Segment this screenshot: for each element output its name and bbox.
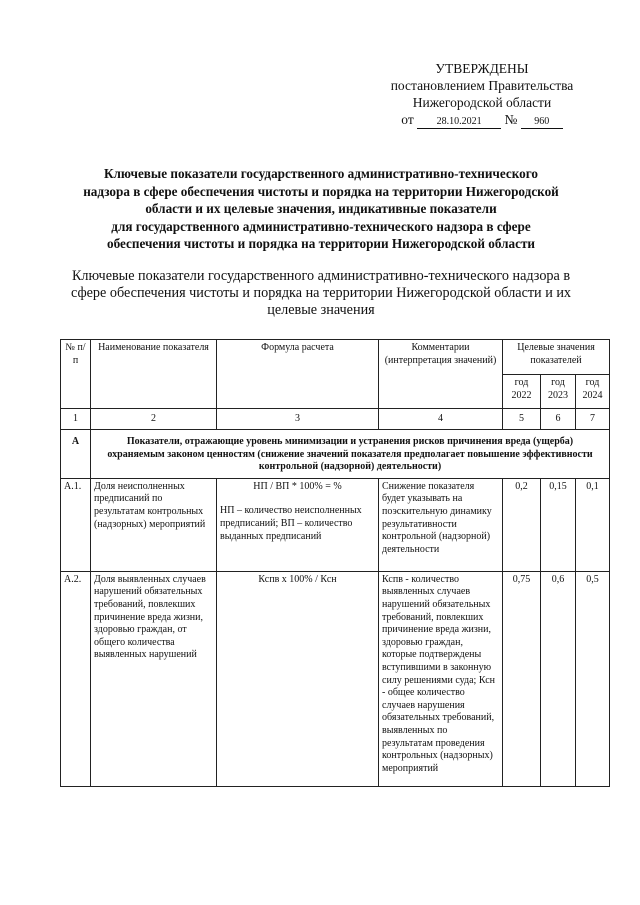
row-formula: Кспв х 100% / Ксн	[217, 571, 379, 786]
title-line-1: Ключевые показатели государственного административно-технического	[103, 166, 539, 181]
index-cell: 2	[91, 409, 217, 430]
document-title	[60, 165, 582, 253]
title-line-3: области и их целевые значения, индикативные показатели	[145, 201, 497, 216]
title-line-5: обеспечения чистоты и порядка на территории Нижегородской области	[106, 236, 536, 251]
row-comment: Снижение показателя будет указывать на поэскительную динамику результативности контрольной (надзорной) деятельности	[379, 478, 503, 571]
header-num: № п/п	[61, 340, 91, 409]
index-cell: 3	[217, 409, 379, 430]
row-comment: Кспв - количество выявленных случаев нарушений обязательных требований, повлекших причинение вреда жизни, здоровью граждан, которые подтверждены вступившими в законную силу решениями суда; Ксн - общее количество случаев нарушения обязательных требований, выявленных по результатам проведения контрольных (надзорных) мероприятий	[379, 571, 503, 786]
header-year-2022: год 2022	[503, 375, 541, 409]
value-2023: 0,6	[541, 571, 576, 786]
row-name: Доля выявленных случаев нарушений обязательных требований, повлекших причинение вреда жизни, здоровью граждан, от общего количества выявленных нарушений	[91, 571, 217, 786]
section-row	[61, 430, 610, 479]
number-sign: №	[504, 112, 518, 127]
approval-line-2: постановлением Правительства	[390, 78, 574, 93]
table-caption: Ключевые показатели государственного административно-технического надзора в сфере обеспечения чистоты и порядка на территории Нижегородской области и их целевые значения	[70, 268, 572, 318]
title-line-2: надзора в сфере обеспечения чистоты и порядка на территории Нижегородской	[83, 183, 559, 199]
header-targets: Целевые значения показателей	[503, 340, 610, 375]
table-row	[61, 478, 610, 571]
index-cell: 4	[379, 409, 503, 430]
header-year-2023: год 2023	[541, 375, 576, 409]
approval-date: 28.10.2021	[417, 116, 501, 129]
column-index-row	[61, 409, 610, 430]
value-2022: 0,75	[503, 571, 541, 786]
approval-line-3: Нижегородской области	[412, 95, 552, 110]
header-row	[61, 340, 610, 375]
table-row	[61, 571, 610, 786]
value-2024: 0,5	[576, 571, 610, 786]
approval-block	[372, 60, 592, 129]
value-2023: 0,15	[541, 478, 576, 571]
section-code: А	[61, 430, 91, 479]
title-line-4: для государственного административно-технического надзора в сфере	[111, 218, 531, 234]
header-name: Наименование показателя	[91, 340, 217, 409]
row-name: Доля неисполненных предписаний по результатам контрольных (надзорных) мероприятий	[91, 478, 217, 571]
approval-number: 960	[521, 116, 563, 129]
row-formula	[217, 478, 379, 571]
approval-date-line	[372, 111, 592, 129]
row-code: А.1.	[61, 478, 91, 571]
from-label: от	[401, 112, 414, 127]
header-comment: Комментарии (интерпретация значений)	[379, 340, 503, 409]
index-cell: 5	[503, 409, 541, 430]
formula-text: НП / ВП * 100% = %	[253, 480, 342, 492]
index-cell: 6	[541, 409, 576, 430]
value-2024: 0,1	[576, 478, 610, 571]
formula-note: НП – количество неисполненных предписаний; ВП – количество выданных предписаний	[220, 505, 362, 542]
header-formula: Формула расчета	[217, 340, 379, 409]
section-text: Показатели, отражающие уровень минимизации и устранения рисков причинения вреда (ущерба) охраняемым законом ценностям (снижение значений показателя предполагает повышение эффективности контрольной (надзорной) деятельности)	[91, 430, 610, 479]
indicators-table	[60, 339, 610, 787]
approval-title: УТВЕРЖДЕНЫ	[435, 61, 529, 76]
row-code: А.2.	[61, 571, 91, 786]
index-cell: 1	[61, 409, 91, 430]
index-cell: 7	[576, 409, 610, 430]
header-year-2024: год 2024	[576, 375, 610, 409]
value-2022: 0,2	[503, 478, 541, 571]
